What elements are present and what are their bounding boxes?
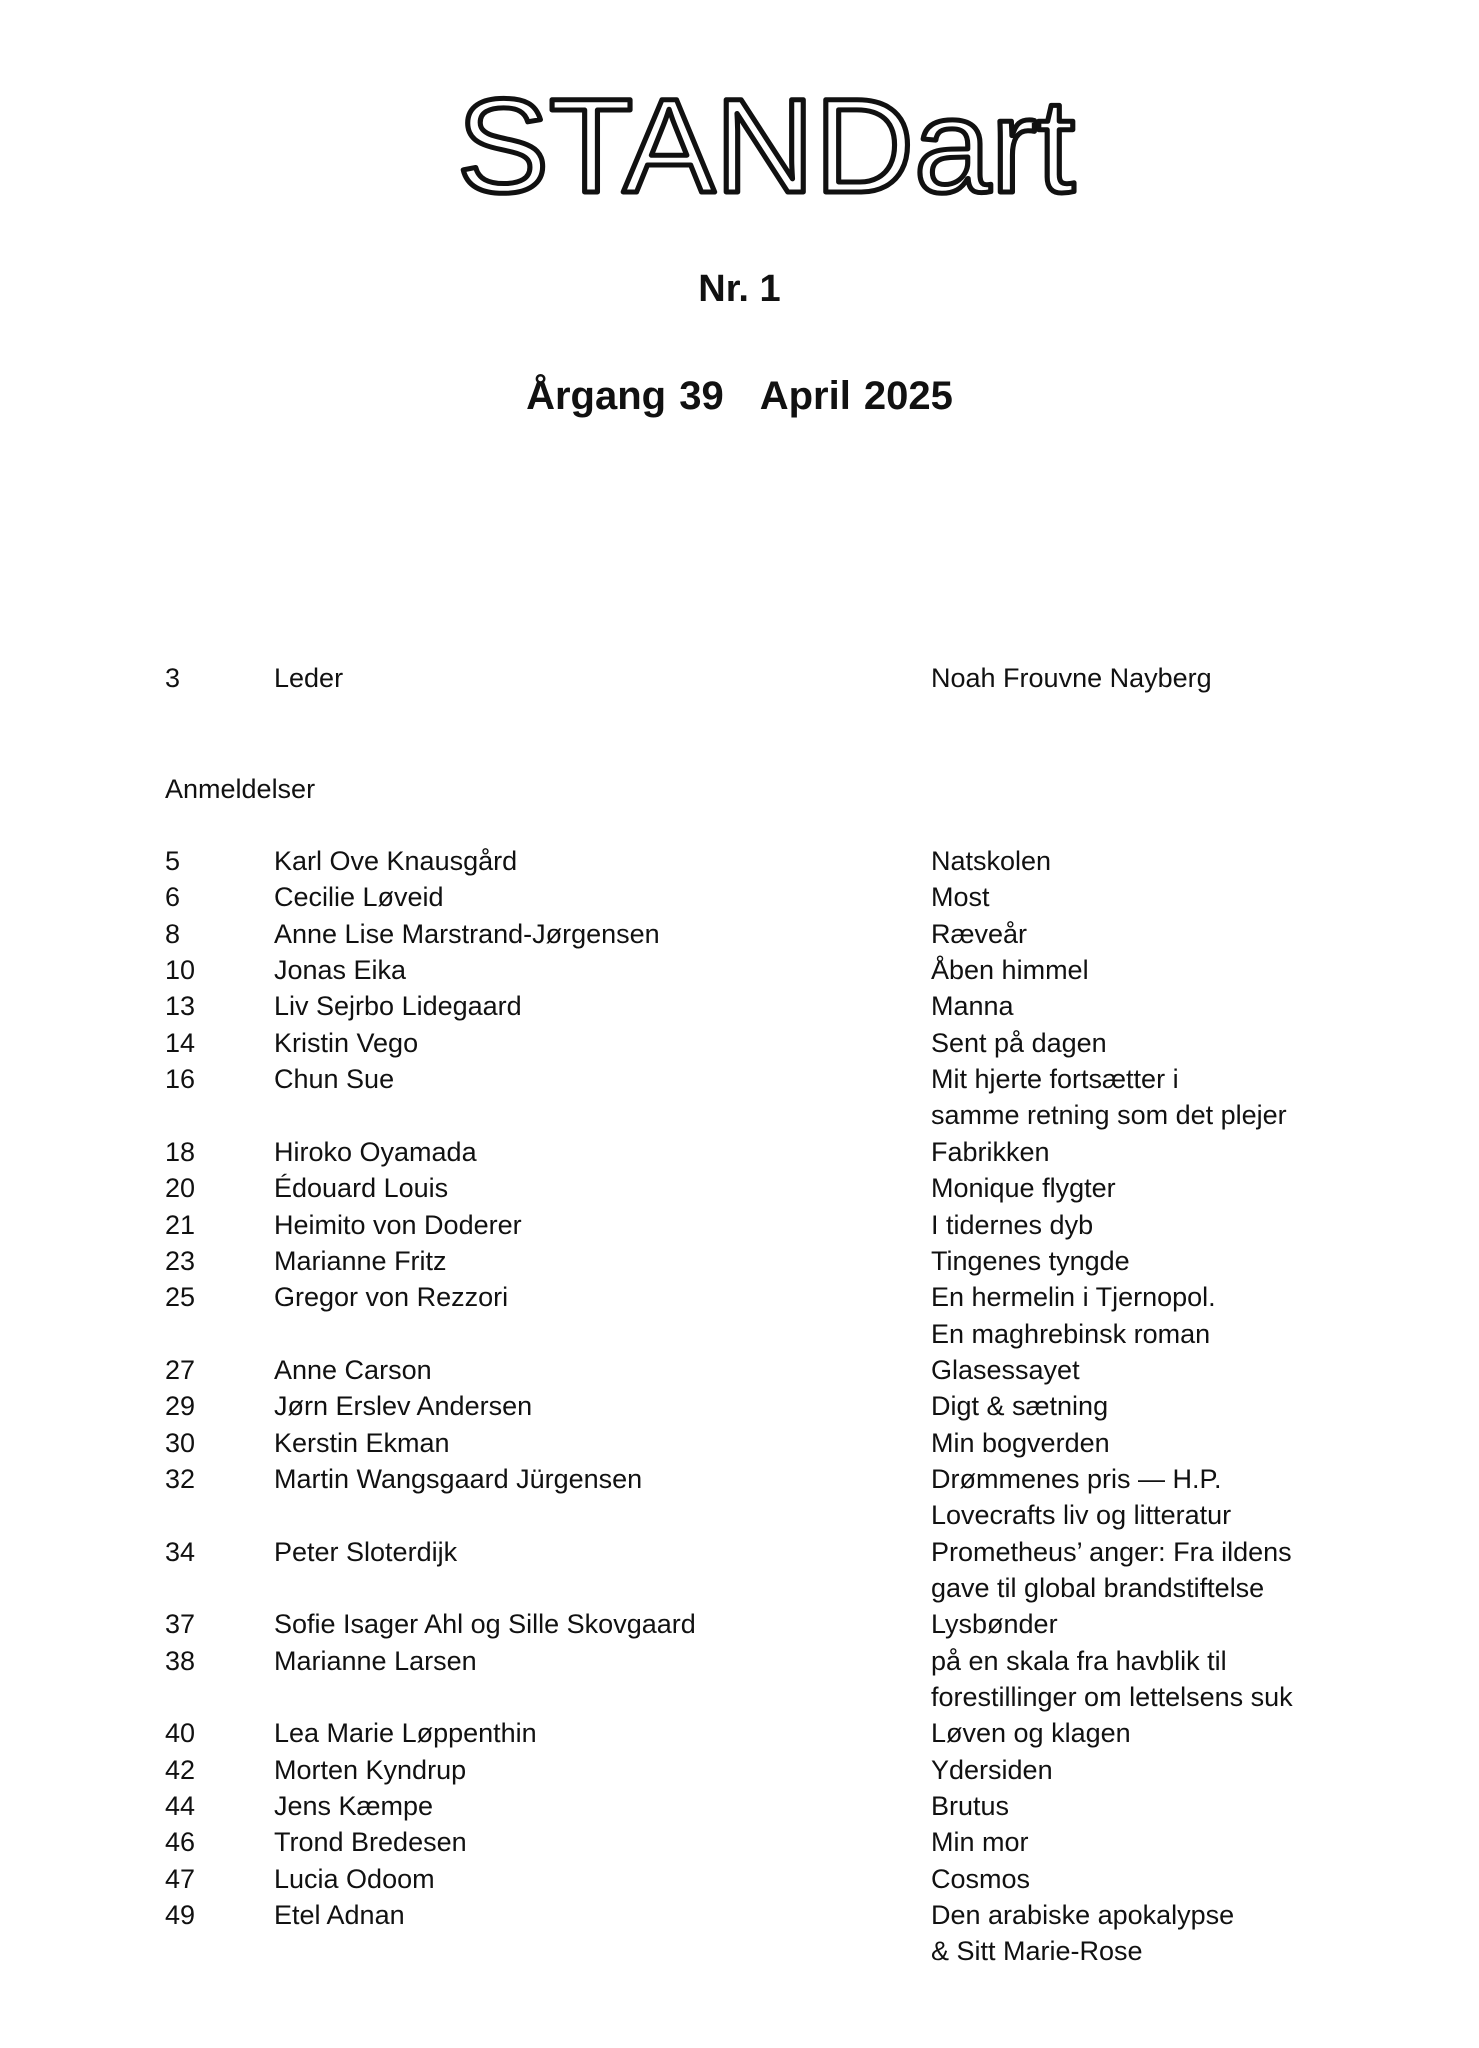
page-number: 47 <box>165 1863 196 1894</box>
page-number: 37 <box>165 1609 196 1640</box>
toc-row[interactable] <box>0 1897 1479 1967</box>
page-number: 49 <box>165 1900 196 1931</box>
issue-date: April 2025 <box>759 374 953 418</box>
book-author: Lucia Odoom <box>274 1863 435 1894</box>
toc-row[interactable] <box>0 1352 1479 1388</box>
toc-row[interactable] <box>0 1425 1479 1461</box>
book-author: Lea Marie Løppenthin <box>274 1718 537 1749</box>
page-number: 3 <box>165 663 181 693</box>
book-author: Chun Sue <box>274 1064 395 1095</box>
book-title-line: Manna <box>931 991 1014 1022</box>
book-title-line: & Sitt Marie-Rose <box>931 1936 1143 1967</box>
book-author: Martin Wangsgaard Jürgensen <box>274 1463 643 1494</box>
toc-row[interactable] <box>0 1170 1479 1206</box>
toc-row[interactable] <box>0 1243 1479 1279</box>
book-title-line: En hermelin i Tjernopol. <box>931 1282 1216 1313</box>
book-title-line: Brutus <box>931 1791 1010 1822</box>
book-title-line: Sent på dagen <box>931 1027 1107 1058</box>
book-author: Gregor von Rezzori <box>274 1282 509 1313</box>
book-title-line: forestillinger om lettelsens suk <box>931 1682 1293 1713</box>
book-title-line: Fabrikken <box>931 1136 1050 1167</box>
page-number: 20 <box>165 1173 196 1204</box>
page-number: 32 <box>165 1463 196 1494</box>
article-title: Leder <box>274 663 344 693</box>
page-number: 40 <box>165 1718 196 1749</box>
book-author: Marianne Fritz <box>274 1245 447 1276</box>
toc-row[interactable] <box>0 1788 1479 1824</box>
book-title-line: En maghrebinsk roman <box>931 1318 1211 1349</box>
volume: Årgang 39 <box>526 374 724 418</box>
toc-row-leader[interactable] <box>0 660 1479 696</box>
book-title-line: Prometheus’ anger: Fra ildens <box>931 1536 1292 1567</box>
book-title-line: Ydersiden <box>931 1754 1053 1785</box>
book-title-line: Åben himmel <box>931 955 1089 986</box>
book-author: Heimito von Doderer <box>274 1209 522 1240</box>
page-number: 5 <box>165 846 181 876</box>
page-number: 18 <box>165 1136 196 1167</box>
book-title-line: I tidernes dyb <box>931 1209 1094 1240</box>
book-title-line: Den arabiske apokalypse <box>931 1900 1235 1931</box>
page-number: 13 <box>165 991 196 1022</box>
toc-row[interactable] <box>0 1025 1479 1061</box>
toc-row[interactable] <box>0 1715 1479 1751</box>
page-number: 44 <box>165 1791 196 1822</box>
book-title-line: på en skala fra havblik til <box>931 1645 1227 1676</box>
book-title-line: Ræveår <box>931 918 1028 949</box>
page-number: 25 <box>165 1282 196 1313</box>
toc-row[interactable] <box>0 1279 1479 1349</box>
book-title-line: samme retning som det plejer <box>931 1100 1287 1131</box>
page-number: 46 <box>165 1827 196 1858</box>
book-title-line: Natskolen <box>931 846 1052 876</box>
book-author: Trond Bredesen <box>274 1827 467 1858</box>
book-title-line: Most <box>931 882 990 913</box>
book-author: Anne Lise Marstrand-Jørgensen <box>274 918 660 949</box>
book-author: Marianne Larsen <box>274 1645 477 1676</box>
logo-text: STANDart <box>457 72 1075 210</box>
book-title-line: Drømmenes pris — H.P. <box>931 1463 1222 1494</box>
book-author: Kristin Vego <box>274 1027 419 1058</box>
book-title-line: Lysbønder <box>931 1609 1058 1640</box>
toc-row[interactable] <box>0 1134 1479 1170</box>
page-number: 10 <box>165 955 196 986</box>
book-author: Kerstin Ekman <box>274 1427 450 1458</box>
book-title-line: Tingenes tyngde <box>931 1245 1130 1276</box>
page-number: 38 <box>165 1645 196 1676</box>
book-title-line: Løven og klagen <box>931 1718 1131 1749</box>
book-author: Cecilie Løveid <box>274 882 444 913</box>
book-author: Hiroko Oyamada <box>274 1136 477 1167</box>
toc-row[interactable] <box>0 1861 1479 1897</box>
issue-info <box>0 374 1479 419</box>
page-number: 14 <box>165 1027 196 1058</box>
book-author: Etel Adnan <box>274 1900 405 1931</box>
toc-row[interactable] <box>0 952 1479 988</box>
toc-row[interactable] <box>0 1061 1479 1131</box>
section-heading: Anmeldelser <box>165 774 316 804</box>
page-number: 27 <box>165 1354 196 1385</box>
book-author: Liv Sejrbo Lidegaard <box>274 991 522 1022</box>
page-number: 30 <box>165 1427 196 1458</box>
issue-number: Nr. 1 <box>698 268 781 310</box>
book-author: Édouard Louis <box>274 1173 449 1204</box>
toc-row[interactable] <box>0 1534 1479 1603</box>
toc-row[interactable] <box>0 879 1479 915</box>
book-author: Jens Kæmpe <box>274 1791 434 1822</box>
toc-row[interactable] <box>0 1207 1479 1243</box>
toc-row[interactable] <box>0 1824 1479 1860</box>
page-number: 34 <box>165 1536 196 1567</box>
page-number: 42 <box>165 1754 196 1785</box>
book-title-line: Cosmos <box>931 1863 1031 1894</box>
book-title-line: Min bogverden <box>931 1427 1110 1458</box>
standart-logo <box>455 60 1085 210</box>
book-author: Jørn Erslev Andersen <box>274 1391 533 1422</box>
toc-row[interactable] <box>0 843 1479 879</box>
book-author: Karl Ove Knausgård <box>274 846 518 876</box>
book-author: Morten Kyndrup <box>274 1754 467 1785</box>
book-title-line: gave til global brandstiftelse <box>931 1572 1265 1603</box>
book-title-line: Digt & sætning <box>931 1391 1109 1422</box>
book-title-line: Mit hjerte fortsætter i <box>931 1064 1179 1095</box>
book-title-line: Lovecrafts liv og litteratur <box>931 1500 1232 1531</box>
toc-row[interactable] <box>0 1752 1479 1788</box>
page-number: 29 <box>165 1391 196 1422</box>
author: Noah Frouvne Nayberg <box>931 663 1212 693</box>
page-number: 23 <box>165 1245 196 1276</box>
book-author: Jonas Eika <box>274 955 407 986</box>
toc-row[interactable] <box>0 916 1479 952</box>
toc-row[interactable] <box>0 1461 1479 1531</box>
book-author: Sofie Isager Ahl og Sille Skovgaard <box>274 1609 696 1640</box>
book-author: Peter Sloterdijk <box>274 1536 458 1567</box>
page-number: 8 <box>165 918 181 949</box>
book-title-line: Glasessayet <box>931 1354 1080 1385</box>
book-title-line: Min mor <box>931 1827 1029 1858</box>
toc-row[interactable] <box>0 1643 1479 1713</box>
book-author: Anne Carson <box>274 1354 432 1385</box>
toc-row[interactable] <box>0 1606 1479 1642</box>
toc-row[interactable] <box>0 988 1479 1024</box>
toc-row[interactable] <box>0 1388 1479 1424</box>
page-number: 21 <box>165 1209 196 1240</box>
page-number: 6 <box>165 882 181 913</box>
book-title-line: Monique flygter <box>931 1173 1116 1204</box>
page-number: 16 <box>165 1064 196 1095</box>
